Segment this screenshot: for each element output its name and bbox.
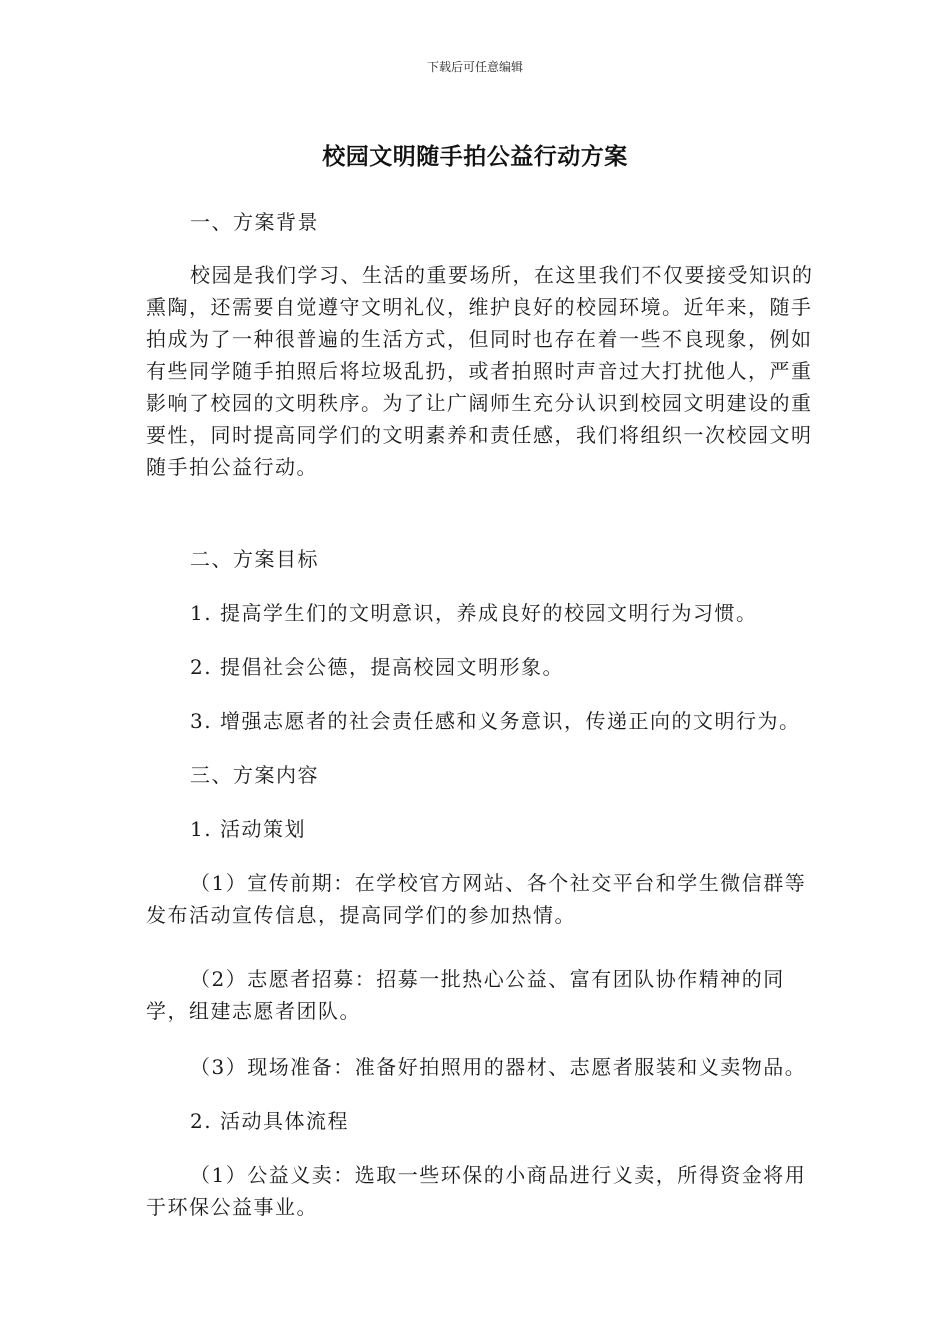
goal-item: 2. 提倡社会公德，提高校园文明形象。: [190, 655, 564, 679]
goal-item: 3. 增强志愿者的社会责任感和义务意识，传递正向的文明行为。: [190, 709, 801, 733]
planning-item: （1）宣传前期：在学校官方网站、各个社交平台和学生微信群等发布活动宣传信息，提高同学们的参加热情。: [146, 871, 807, 927]
section-heading-background: 一、方案背景: [190, 210, 319, 234]
section-heading-content: 三、方案内容: [190, 763, 319, 787]
planning-item: （2）志愿者招募：招募一批热心公益、富有团队协作精神的同学，组建志愿者团队。: [146, 967, 785, 1023]
subsection-heading-planning: 1. 活动策划: [190, 817, 306, 841]
background-paragraph: 校园是我们学习、生活的重要场所，在这里我们不仅要接受知识的熏陶，还需要自觉遵守文明礼仪，维护良好的校园环境。近年来，随手拍成为了一种很普遍的生活方式，但同时也存在着一些不良现象，例如有些同学随手拍照后将垃圾乱扔，或者拍照时声音过大打扰他人，严重影响了校园的文明秩序。为了让广阔师生充分认识到校园文明建设的重要性，同时提高同学们的文明素养和责任感，我们将组织一次校园文明随手拍公益行动。: [146, 263, 814, 479]
header-note: 下载后可任意编辑: [426, 60, 523, 74]
planning-item: （3）现场准备：准备好拍照用的器材、志愿者服装和义卖物品。: [190, 1055, 807, 1079]
section-heading-goals: 二、方案目标: [190, 547, 319, 571]
document-title: 校园文明随手拍公益行动方案: [322, 144, 628, 170]
goal-item: 1. 提高学生们的文明意识，养成良好的校园文明行为习惯。: [190, 601, 758, 625]
process-item: （1）公益义卖：选取一些环保的小商品进行义卖，所得资金将用于环保公益事业。: [146, 1163, 807, 1219]
subsection-heading-process: 2. 活动具体流程: [190, 1109, 349, 1133]
